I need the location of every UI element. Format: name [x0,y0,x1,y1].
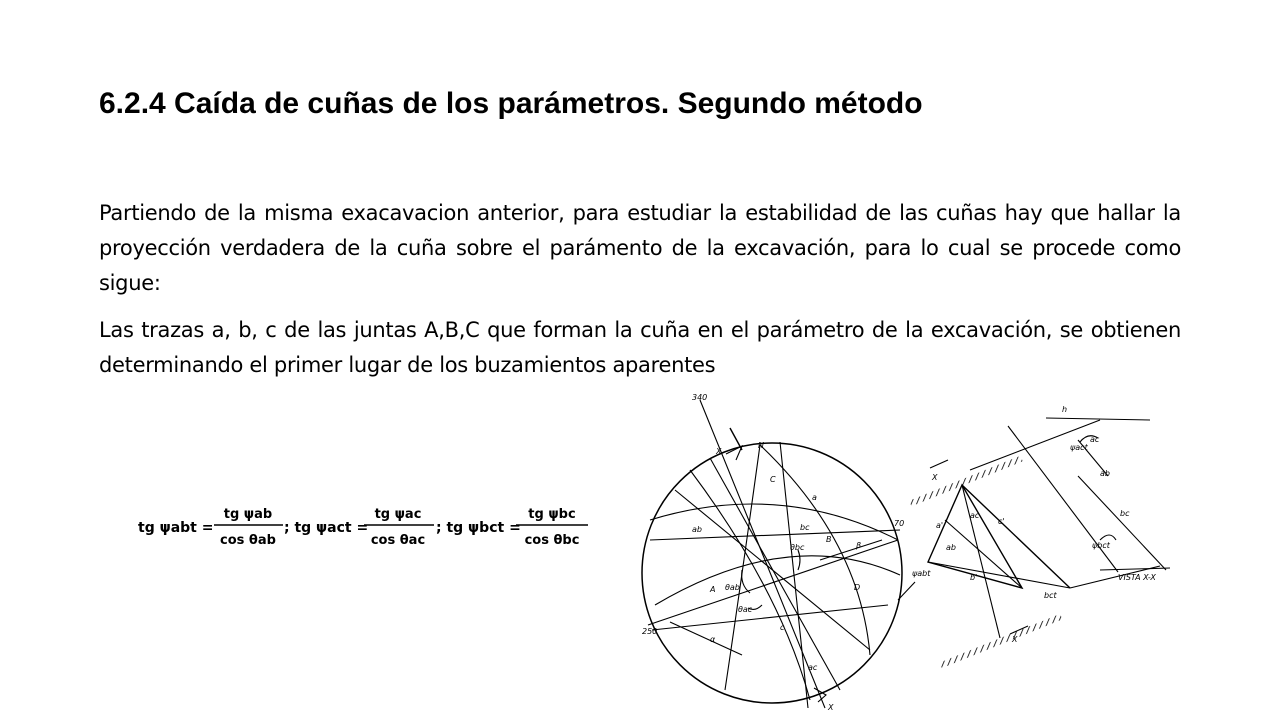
stereonet-label-340: 340 [692,393,708,402]
wedge-edge-bc [962,485,1070,588]
angle-arc-psi-bct [1100,535,1116,540]
apparent-dip-formula [138,488,598,568]
stereonet-label-theta-ac: θac [738,605,753,614]
vista-label-ab-top: ab [1100,469,1110,478]
strike-line-70 [650,530,900,540]
vista-label-x-bottom: X [1012,635,1018,644]
hatch-bottom [940,614,1063,668]
vista-x-x [898,418,1170,668]
formula-term2-numerator: tg ψac [374,507,422,522]
stereonet-label-x-bottom: X [828,703,834,712]
vista-label-c-prime: c' [998,517,1005,526]
formula-term2-lhs: ; tg ψact = [284,520,369,536]
stereonet-label-c-lower: c [780,623,785,632]
stereonet-label-n: N [758,441,764,450]
frame-bottom [1100,568,1170,570]
vista-label-psi-bct: ψbct [1092,541,1110,550]
vista-label-x: X [932,473,938,482]
stereonet-label-d: D [854,583,861,592]
vista-label-h: h [1062,405,1068,414]
stereonet-label-x-top: X [716,447,722,456]
stereonet-label-c-upper: C [770,475,776,484]
dimension-line-alpha [670,622,742,655]
vista-label-bct: bct [1044,591,1057,600]
frame-diagonal [1008,426,1118,572]
frame-top [1046,418,1150,420]
stereonet-label-a-upper: a [812,493,817,502]
angle-arc-theta-bc [798,550,800,570]
stereonet-label-theta-ab: θab [725,583,740,592]
stereonet-label-250: 250 [642,627,658,636]
vista-label-psi-abt: ψabt [912,569,931,578]
stereonet-label-ac: ac [808,663,818,672]
paragraph-trazas: Las trazas a, b, c de las juntas A,B,C que forman la cuña en el parámetro de la excavación, se obtienen determinando el primer lugar de los buzamientos aparentes [99,318,1181,377]
stereonet-label-70: 70 [894,519,905,528]
stereonet [642,400,905,708]
arrow-x-vista [930,460,948,468]
wedge-base [928,562,1070,588]
angle-arc-theta-ab [742,570,750,593]
stereonet-label-b: B [826,535,832,544]
formula-term1-numerator: tg ψab [223,507,273,522]
vista-label-ac-mid: ac [970,511,980,520]
vista-label-bc: bc [1120,509,1130,518]
slide-title: 6.2.4 Caída de cuñas de los parámetros. Segundo método [99,87,923,120]
vista-label-ac: ac [1090,435,1100,444]
formula-term3-lhs: ; tg ψbct = [436,520,521,536]
vista-label-a-prime: a' [936,521,944,530]
diameter-a [648,540,898,625]
stereonet-label-a-big: A [710,585,716,594]
diameter-d [710,458,840,690]
wedge-vertical [962,485,1000,638]
vista-label-b-prime: b' [970,573,978,582]
great-circle-a [655,556,900,605]
paragraph-intro: Partiendo de la misma exacavacion anterior, para estudiar la estabilidad de las cuñas hay que hallar la proyección verdadera de la cuña sobre el parámento de la excavación, para lo cual se procede como sigue: [99,201,1181,295]
formula-term2-denominator: cos θac [370,533,426,548]
vista-label-ab: ab [946,543,956,552]
stereonet-label-beta: β [856,541,862,550]
stereonet-label-bc: bc [800,523,810,532]
stereonet-label-theta-bc: θbc [790,543,805,552]
great-circle-b [760,445,870,655]
formula-term3-numerator: tg ψbc [528,507,576,522]
wedge-projection-diagram [630,390,1175,715]
formula-term1-lhs: tg ψabt = [138,520,214,536]
diameter-b [652,605,888,630]
stereonet-label-alpha: α [710,635,716,644]
vista-label-psi-act: ψact [1070,443,1088,452]
hatch-top [909,456,1023,507]
frame-right [1078,476,1166,570]
formula-term1-denominator: cos θab [220,533,276,548]
vista-label-vista: VISTA X-X [1118,573,1156,582]
formula-term3-denominator: cos θbc [524,533,580,548]
stereonet-label-ab: ab [692,525,702,534]
